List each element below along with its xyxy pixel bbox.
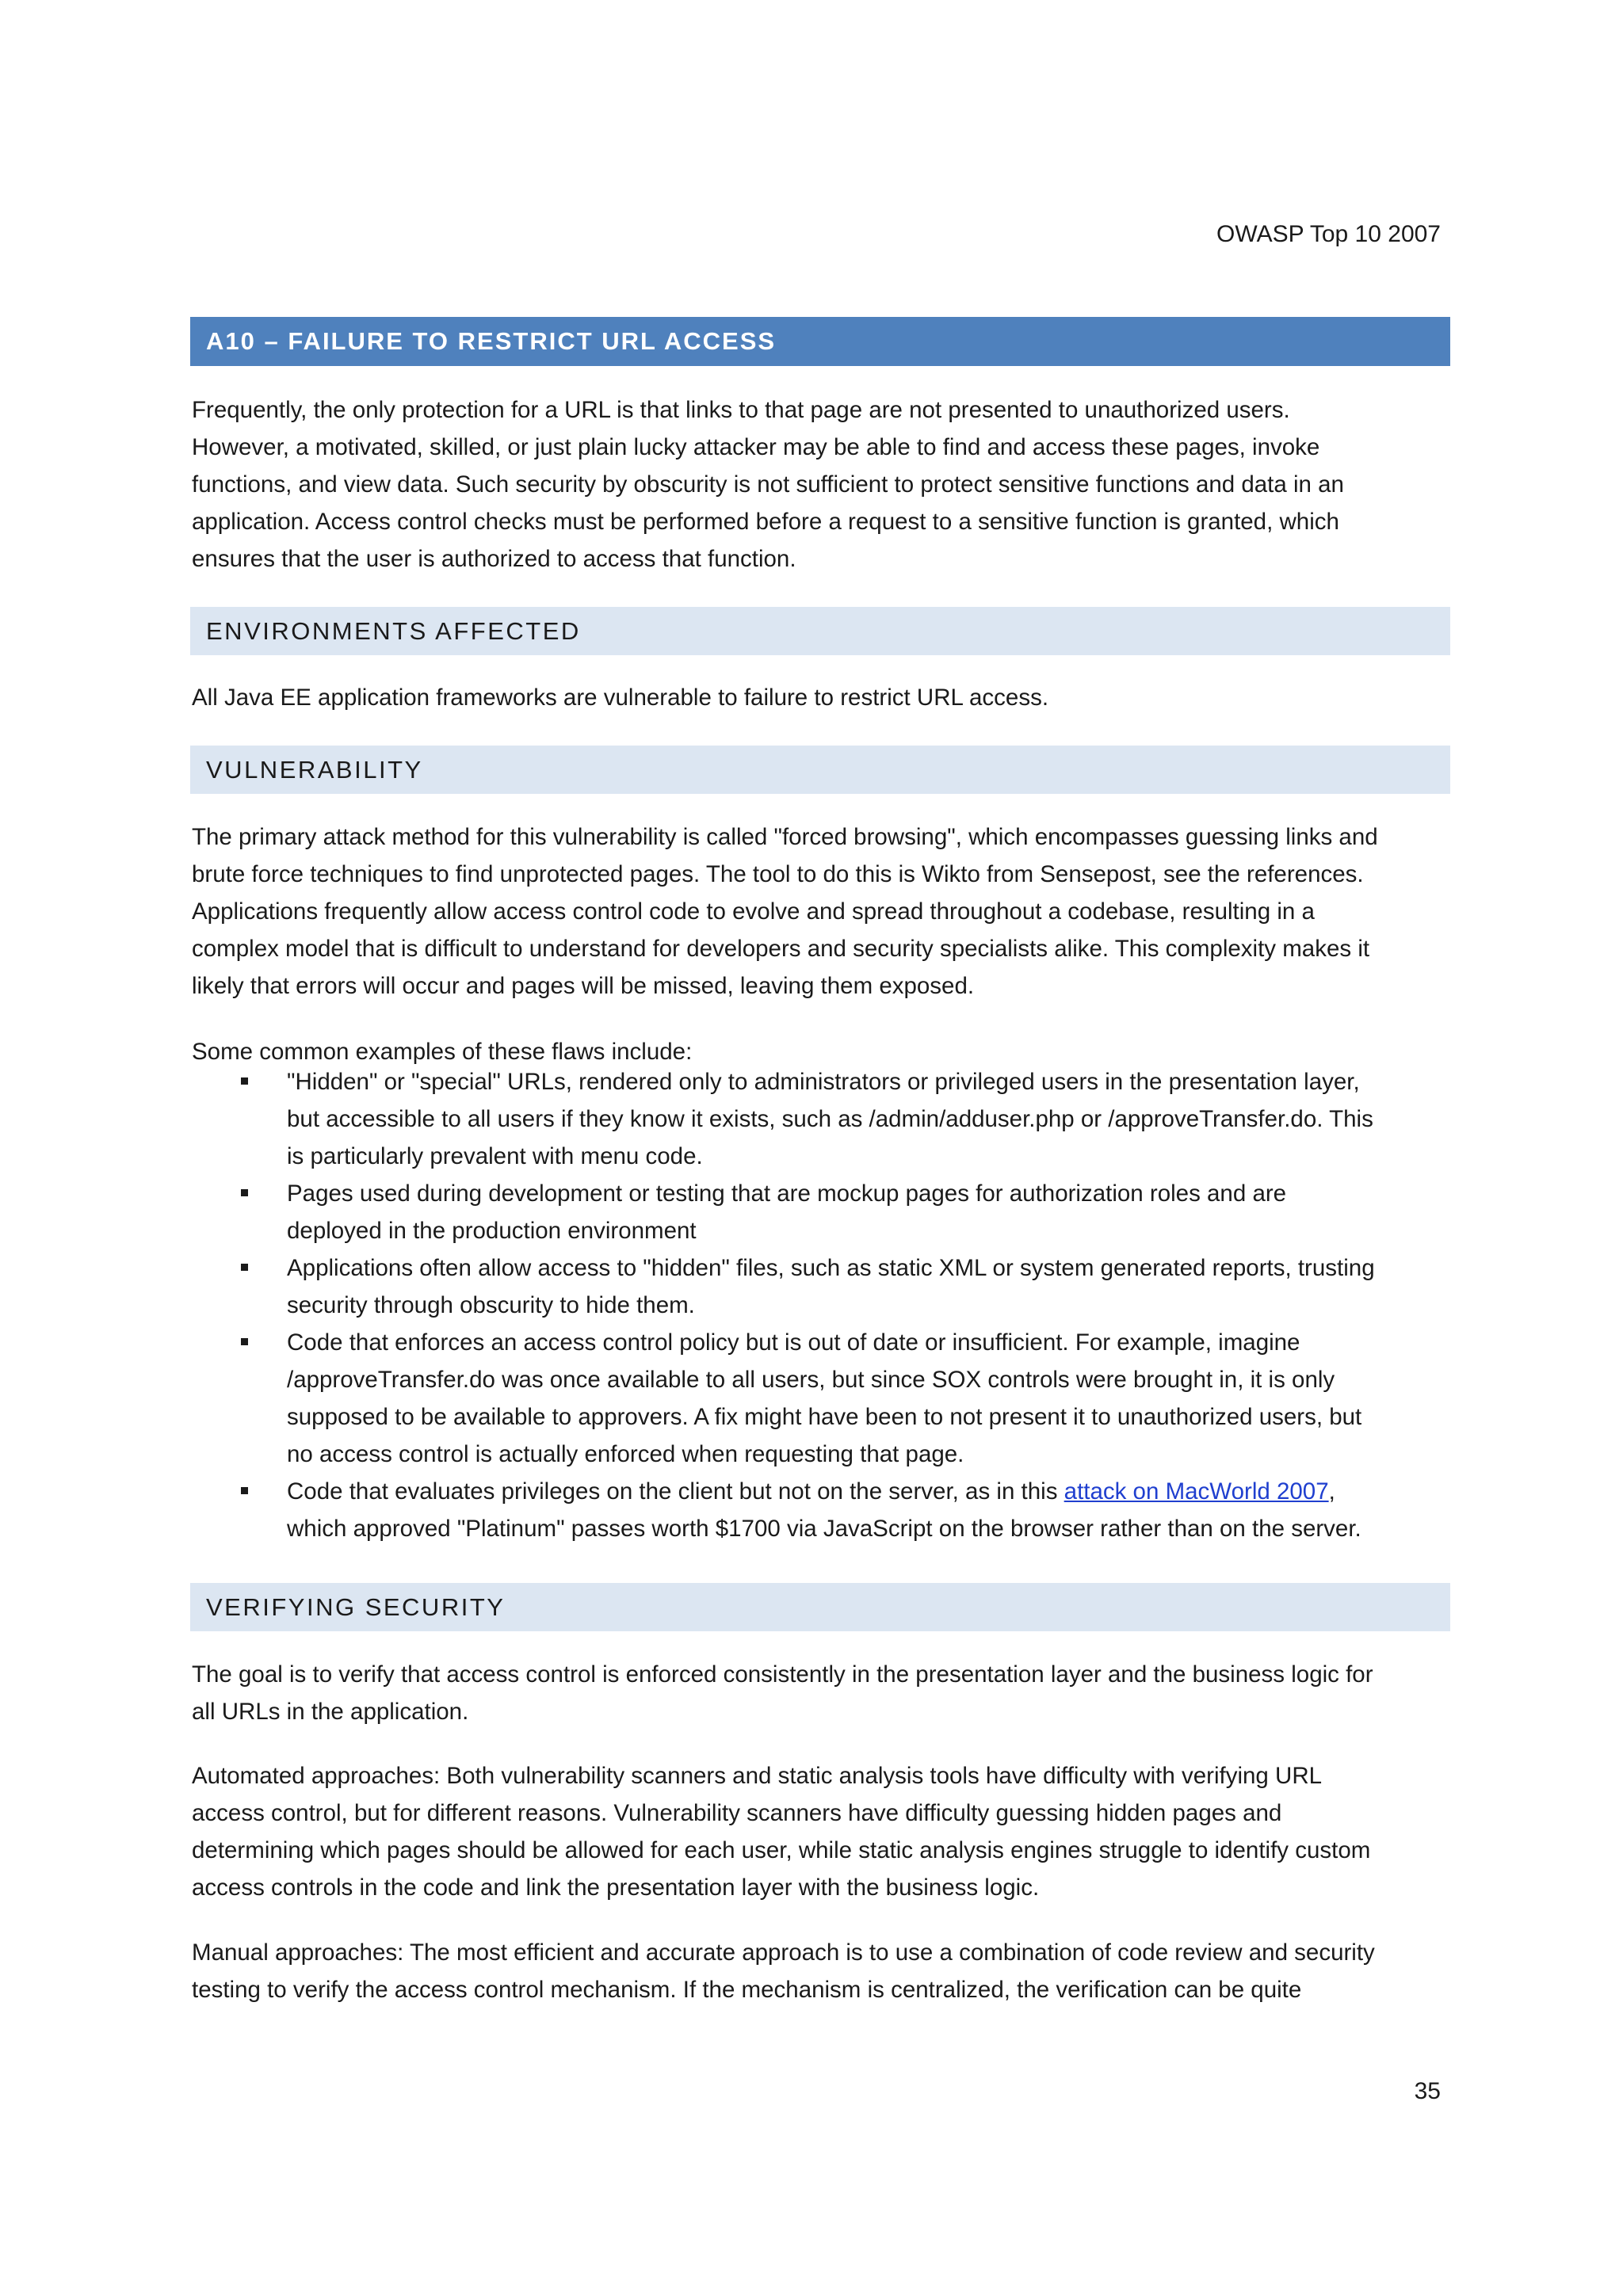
list-item-line: security through obscurity to hide them. [287,1292,695,1318]
running-header: OWASP Top 10 2007 [1216,221,1441,247]
intro-line: However, a motivated, skilled, or just plain lucky attacker may be able to find and access these pages, invoke [192,434,1320,460]
vulnerability-line: brute force techniques to find unprotected pages. The tool to do this is Wikto from Sensepost, see the references. [192,861,1364,887]
vulnerability-line: likely that errors will occur and pages will be missed, leaving them exposed. [192,973,975,999]
verifying-line: Automated approaches: Both vulnerability scanners and static analysis tools have difficulty with verifying URL [192,1763,1323,1789]
subsection-header-environments [190,607,1450,655]
verifying-line: Manual approaches: The most efficient and accurate approach is to use a combination of code review and security [192,1939,1375,1966]
subsection-title: VULNERABILITY [206,756,423,784]
verifying-line: all URLs in the application. [192,1699,469,1725]
list-item-text: Code that evaluates privileges on the client but not on the server, as in this [287,1478,1064,1505]
verifying-line: access control, but for different reasons. Vulnerability scanners have difficulty guessing hidden pages and [192,1800,1282,1826]
intro-line: application. Access control checks must be performed before a request to a sensitive function is granted, which [192,509,1339,535]
list-item [192,1324,1452,1473]
bullet-square-icon [241,1264,248,1271]
subsection-header-verifying [190,1583,1450,1631]
list-item-line: /approveTransfer.do was once available to all users, but since SOX controls were brought in, it is only [287,1367,1335,1393]
list-item [192,1473,1452,1547]
environments-paragraph [192,679,1452,716]
bullet-square-icon [241,1487,248,1494]
vulnerability-paragraph [192,818,1452,1005]
vulnerability-line: complex model that is difficult to understand for developers and security specialists alike. This complexity makes it [192,936,1370,962]
list-item-line: but accessible to all users if they know it exists, such as /admin/adduser.php or /approveTransfer.do. This [287,1106,1373,1132]
page-number: 35 [1414,2078,1441,2104]
bullet-square-icon [241,1077,248,1085]
verifying-line: access controls in the code and link the presentation layer with the business logic. [192,1875,1040,1901]
list-item-line: "Hidden" or "special" URLs, rendered only to administrators or privileged users in the presentation layer, [287,1069,1360,1095]
verifying-paragraph-2 [192,1757,1452,1906]
vulnerability-line: Applications frequently allow access control code to evolve and spread throughout a codebase, resulting in a [192,898,1315,925]
subsection-title: VERIFYING SECURITY [206,1593,506,1621]
list-item-line: Applications often allow access to "hidden" files, such as static XML or system generated reports, trusting [287,1255,1375,1281]
examples-intro-line: Some common examples of these flaws include: [192,1039,693,1065]
list-item-line: is particularly prevalent with menu code. [287,1143,703,1169]
list-item-line: which approved "Platinum" passes worth $1700 via JavaScript on the browser rather than on the server. [287,1516,1361,1542]
list-item [192,1175,1452,1249]
verifying-paragraph-3 [192,1934,1452,2008]
verifying-line: determining which pages should be allowed for each user, while static analysis engines struggle to identify custom [192,1837,1371,1863]
verifying-paragraph-1 [192,1656,1452,1730]
intro-line: functions, and view data. Such security by obscurity is not sufficient to protect sensitive functions and data in an [192,471,1344,498]
verifying-line: The goal is to verify that access control is enforced consistently in the presentation layer and the business logic for [192,1661,1373,1688]
list-item-text: , [1328,1478,1335,1505]
bullet-square-icon [241,1189,248,1196]
list-item [192,1249,1452,1324]
environments-line: All Java EE application frameworks are vulnerable to failure to restrict URL access. [192,685,1049,711]
list-item-line: deployed in the production environment [287,1218,697,1244]
list-item-line: Pages used during development or testing that are mockup pages for authorization roles and are [287,1180,1287,1207]
section-title: A10 – FAILURE TO RESTRICT URL ACCESS [206,327,777,355]
vulnerability-line: The primary attack method for this vulnerability is called "forced browsing", which encompasses guessing links and [192,824,1378,850]
list-item [192,1063,1452,1175]
list-item-line: supposed to be available to approvers. A fix might have been to not present it to unauthorized users, but [287,1404,1362,1430]
subsection-title: ENVIRONMENTS AFFECTED [206,617,581,645]
verifying-line: testing to verify the access control mechanism. If the mechanism is centralized, the verification can be quite [192,1977,1302,2003]
list-item-line [287,1473,1452,1510]
intro-paragraph [192,391,1452,578]
macworld-attack-link[interactable]: attack on MacWorld 2007 [1064,1478,1329,1505]
list-item-line: no access control is actually enforced when requesting that page. [287,1441,964,1467]
list-item-line: Code that enforces an access control policy but is out of date or insufficient. For example, imagine [287,1329,1300,1356]
subsection-header-vulnerability [190,746,1450,794]
intro-line: ensures that the user is authorized to access that function. [192,546,796,572]
section-header [190,317,1450,366]
examples-list [192,1063,1452,1547]
intro-line: Frequently, the only protection for a URL is that links to that page are not presented to unauthorized users. [192,397,1290,423]
bullet-square-icon [241,1338,248,1345]
